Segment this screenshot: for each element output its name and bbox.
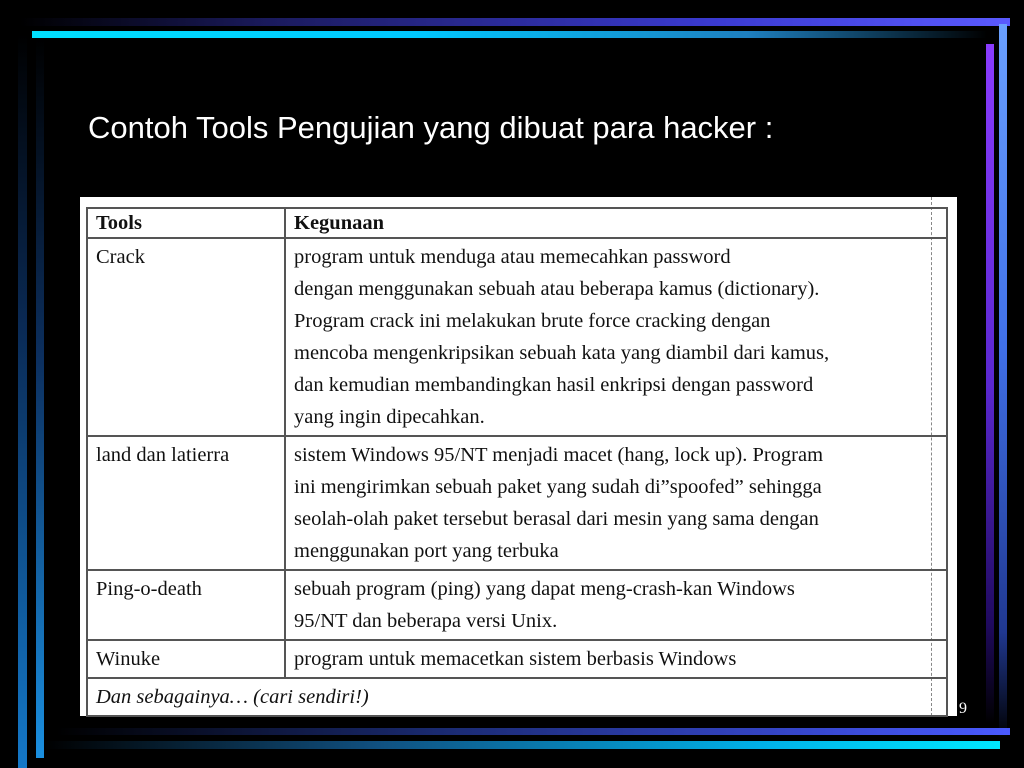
description-line: program untuk menduga atau memecahkan password (294, 246, 731, 268)
tools-table (86, 207, 948, 717)
description-line: program untuk memacetkan sistem berbasis Windows (294, 648, 737, 670)
description-line: sebuah program (ping) yang dapat meng-crash-kan Windows (294, 578, 795, 600)
tools-table-image (80, 197, 957, 716)
description-line: menggunakan port yang terbuka (294, 540, 559, 562)
table-row (87, 238, 947, 436)
table-header-row (87, 208, 947, 238)
decor-bar-top-1 (20, 18, 1010, 26)
table-row (87, 436, 947, 570)
decor-bar-left-2 (36, 38, 44, 758)
tool-name: land dan latierra (87, 436, 285, 570)
slide-title: Contoh Tools Pengujian yang dibuat para hacker : (88, 110, 774, 145)
tool-name: Ping-o-death (87, 570, 285, 640)
table-footer-row (87, 678, 947, 716)
description-line: 95/NT dan beberapa versi Unix. (294, 610, 558, 632)
tool-description (285, 436, 947, 570)
decor-bar-left-1 (18, 34, 27, 768)
decor-bar-bottom-2 (44, 741, 1000, 749)
description-line: dan kemudian membandingkan hasil enkripsi dengan password (294, 374, 814, 396)
description-line: mencoba mengenkripsikan sebuah kata yang diambil dari kamus, (294, 342, 830, 364)
tool-description (285, 570, 947, 640)
header-kegunaan: Kegunaan (285, 208, 947, 238)
decor-bar-right-1 (986, 44, 994, 724)
description-line: dengan menggunakan sebuah atau beberapa kamus (dictionary). (294, 278, 820, 300)
description-line: ini mengirimkan sebuah paket yang sudah di”spoofed” sehingga (294, 476, 822, 498)
description-line: seolah-olah paket tersebut berasal dari mesin yang sama dengan (294, 508, 819, 530)
table-row (87, 640, 947, 678)
decor-bar-top-2 (32, 31, 987, 38)
decor-bar-right-2 (999, 24, 1007, 739)
description-line: Program crack ini melakukan brute force cracking dengan (294, 310, 771, 332)
description-line: yang ingin dipecahkan. (294, 406, 485, 428)
tool-name: Winuke (87, 640, 285, 678)
decor-bar-bottom-1 (56, 728, 1010, 735)
table-footer-note: Dan sebagainya… (cari sendiri!) (87, 678, 947, 716)
tool-description (285, 238, 947, 436)
description-line: sistem Windows 95/NT menjadi macet (hang, lock up). Program (294, 444, 824, 466)
tool-description (285, 640, 947, 678)
page-number: 9 (959, 700, 967, 717)
header-tools: Tools (87, 208, 285, 238)
table-row (87, 570, 947, 640)
tool-name: Crack (87, 238, 285, 436)
